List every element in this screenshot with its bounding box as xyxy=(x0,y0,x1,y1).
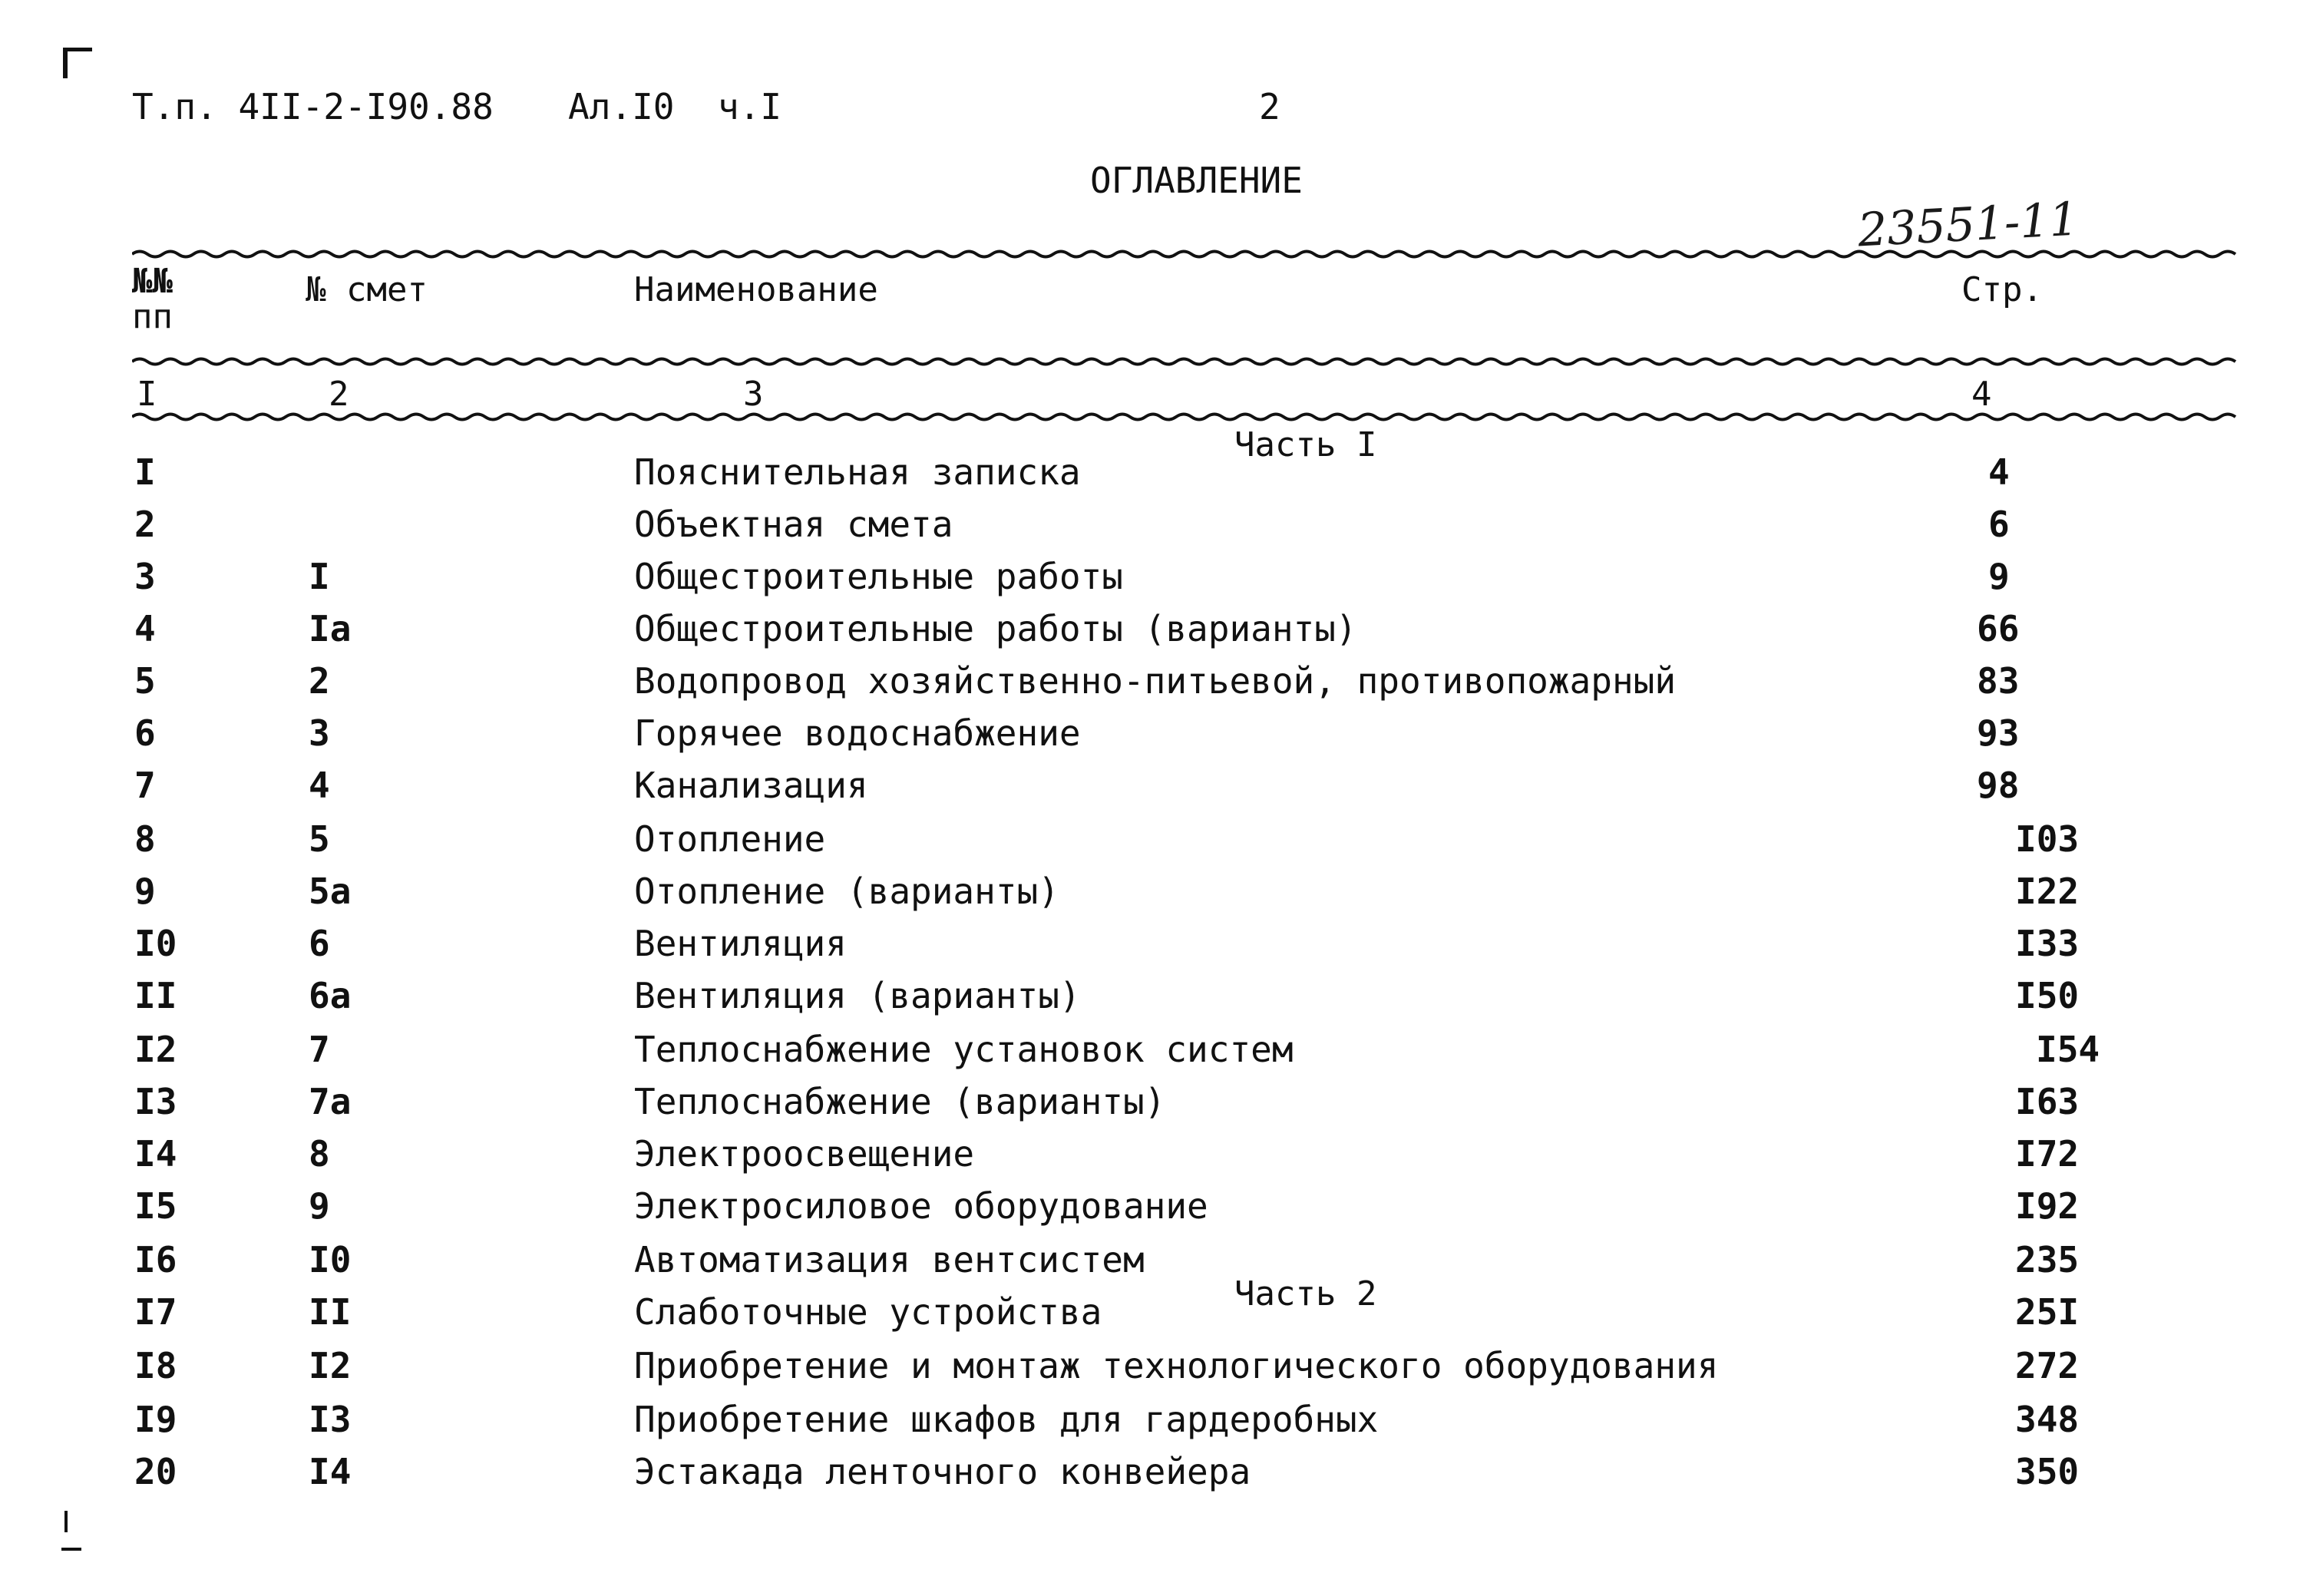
row-number: I2 xyxy=(134,1029,177,1070)
row-number: I3 xyxy=(134,1081,177,1122)
row-page: 98 xyxy=(1977,765,2020,806)
row-number: I4 xyxy=(134,1133,177,1175)
corner-mark-top-left-h xyxy=(63,48,92,51)
row-estimate-number: 3 xyxy=(309,712,330,754)
row-page: 348 xyxy=(2015,1399,2080,1440)
row-estimate-number: 7 xyxy=(309,1029,330,1070)
row-page: 93 xyxy=(1977,712,2020,754)
row-name: Теплоснабжение установок систем xyxy=(634,1029,1294,1070)
table-row xyxy=(0,1399,2313,1448)
table-row xyxy=(0,504,2313,553)
page-number: 2 xyxy=(1259,86,1280,127)
corner-mark-bottom-left xyxy=(64,1511,68,1532)
row-number: 6 xyxy=(134,712,156,754)
row-number: I7 xyxy=(134,1291,177,1333)
album-number: Ал.I0 xyxy=(568,86,675,127)
table-row xyxy=(0,1029,2313,1078)
row-number: 2 xyxy=(134,504,156,545)
row-page: I92 xyxy=(2015,1185,2080,1227)
col-header-name: Наименование xyxy=(634,270,878,309)
col-number-3: 3 xyxy=(743,375,764,414)
row-estimate-number: 9 xyxy=(309,1185,330,1227)
row-name: Общестроительные работы xyxy=(634,556,1123,597)
row-page: I22 xyxy=(2015,871,2080,912)
row-name: Приобретение шкафов для гардеробных xyxy=(634,1399,1379,1440)
part-1-label: Часть I xyxy=(1234,425,1377,464)
row-number: I xyxy=(134,451,156,493)
row-page: 6 xyxy=(1988,504,2010,545)
row-number: I6 xyxy=(134,1239,177,1280)
row-number: 4 xyxy=(134,608,156,649)
table-row xyxy=(0,1451,2313,1500)
table-row xyxy=(0,556,2313,605)
row-estimate-number: 6 xyxy=(309,923,330,964)
col-header-num-line2: пп xyxy=(132,297,173,336)
row-estimate-number: 2 xyxy=(309,660,330,702)
col-header-estimate: № смет xyxy=(306,270,428,309)
row-page: 9 xyxy=(1988,556,2010,597)
col-number-4: 4 xyxy=(1971,375,1992,414)
row-page: 66 xyxy=(1977,608,2020,649)
row-estimate-number: I0 xyxy=(309,1239,352,1280)
row-name: Отопление (варианты) xyxy=(634,871,1059,912)
row-name: Теплоснабжение (варианты) xyxy=(634,1081,1166,1122)
row-estimate-number: I xyxy=(309,556,330,597)
row-number: II xyxy=(134,975,177,1016)
rule-header-bottom xyxy=(132,356,2243,367)
row-number: I0 xyxy=(134,923,177,964)
table-row xyxy=(0,923,2313,972)
row-estimate-number: 8 xyxy=(309,1133,330,1175)
table-row xyxy=(0,660,2313,709)
row-estimate-number: 4 xyxy=(309,765,330,806)
row-number: 9 xyxy=(134,871,156,912)
handwritten-number: 23551-11 xyxy=(1856,192,2080,258)
table-row xyxy=(0,818,2313,867)
row-estimate-number: Iа xyxy=(309,608,352,649)
page-title: ОГЛАВЛЕНИЕ xyxy=(1090,160,1303,201)
row-page: I63 xyxy=(2015,1081,2080,1122)
row-page: I03 xyxy=(2015,818,2080,860)
table-row xyxy=(0,1239,2313,1288)
table-row xyxy=(0,765,2313,814)
table-row xyxy=(0,1133,2313,1182)
row-page: I72 xyxy=(2015,1133,2080,1175)
table-row xyxy=(0,451,2313,501)
col-number-1: I xyxy=(137,375,157,414)
table-row xyxy=(0,975,2313,1024)
row-number: I8 xyxy=(134,1345,177,1386)
row-name: Объектная смета xyxy=(634,504,953,545)
col-number-2: 2 xyxy=(329,375,349,414)
row-page: 272 xyxy=(2015,1345,2080,1386)
row-name: Канализация xyxy=(634,765,868,806)
row-name: Электроосвещение xyxy=(634,1133,975,1175)
row-page: 83 xyxy=(1977,660,2020,702)
row-name: Отопление xyxy=(634,818,826,860)
row-number: 3 xyxy=(134,556,156,597)
part-label: ч.I xyxy=(718,86,782,127)
row-number: 7 xyxy=(134,765,156,806)
row-number: 8 xyxy=(134,818,156,860)
row-estimate-number: 5 xyxy=(309,818,330,860)
row-name: Электросиловое оборудование xyxy=(634,1185,1208,1227)
rule-top xyxy=(132,249,2243,259)
col-header-page: Стр. xyxy=(1961,270,2043,309)
row-page: 25I xyxy=(2015,1291,2080,1333)
row-page: I54 xyxy=(2036,1029,2100,1070)
row-estimate-number: 5а xyxy=(309,871,352,912)
row-name: Слаботочные устройства xyxy=(634,1291,1102,1333)
row-number: 20 xyxy=(134,1451,177,1492)
row-name: Вентиляция (варианты) xyxy=(634,975,1081,1016)
row-estimate-number: 7а xyxy=(309,1081,352,1122)
row-name: Вентиляция xyxy=(634,923,847,964)
row-name: Горячее водоснабжение xyxy=(634,712,1081,754)
table-row xyxy=(0,608,2313,657)
table-row xyxy=(0,1081,2313,1130)
row-estimate-number: I3 xyxy=(309,1399,352,1440)
row-estimate-number: 6а xyxy=(309,975,352,1016)
row-name: Эстакада ленточного конвейера xyxy=(634,1451,1251,1492)
row-name: Водопровод хозяйственно-питьевой, противопожарный xyxy=(634,660,1677,702)
row-name: Пояснительная записка xyxy=(634,451,1081,493)
row-page: 4 xyxy=(1988,451,2010,493)
row-page: I50 xyxy=(2015,975,2080,1016)
doc-code: Т.п. 4II-2-I90.88 xyxy=(132,86,494,127)
row-estimate-number: I2 xyxy=(309,1345,352,1386)
row-number: I5 xyxy=(134,1185,177,1227)
part-2-label: Часть 2 xyxy=(1234,1274,1377,1313)
row-estimate-number: II xyxy=(309,1291,352,1333)
corner-mark-bottom-left-h xyxy=(61,1548,81,1551)
row-number: 5 xyxy=(134,660,156,702)
row-page: 235 xyxy=(2015,1239,2080,1280)
row-name: Автоматизация вентсистем xyxy=(634,1239,1145,1280)
table-row xyxy=(0,1291,2313,1340)
table-row xyxy=(0,871,2313,920)
table-row xyxy=(0,1345,2313,1394)
table-row xyxy=(0,1185,2313,1234)
row-name: Приобретение и монтаж технологического оборудования xyxy=(634,1345,1719,1386)
rule-colnum-bottom xyxy=(132,411,2243,422)
row-page: 350 xyxy=(2015,1451,2080,1492)
row-estimate-number: I4 xyxy=(309,1451,352,1492)
table-row xyxy=(0,712,2313,762)
col-header-num-line1: №№ xyxy=(132,262,173,301)
row-page: I33 xyxy=(2015,923,2080,964)
row-number: I9 xyxy=(134,1399,177,1440)
col-header-num xyxy=(132,264,173,335)
corner-mark-top-left xyxy=(63,48,68,78)
row-name: Общестроительные работы (варианты) xyxy=(634,608,1357,649)
